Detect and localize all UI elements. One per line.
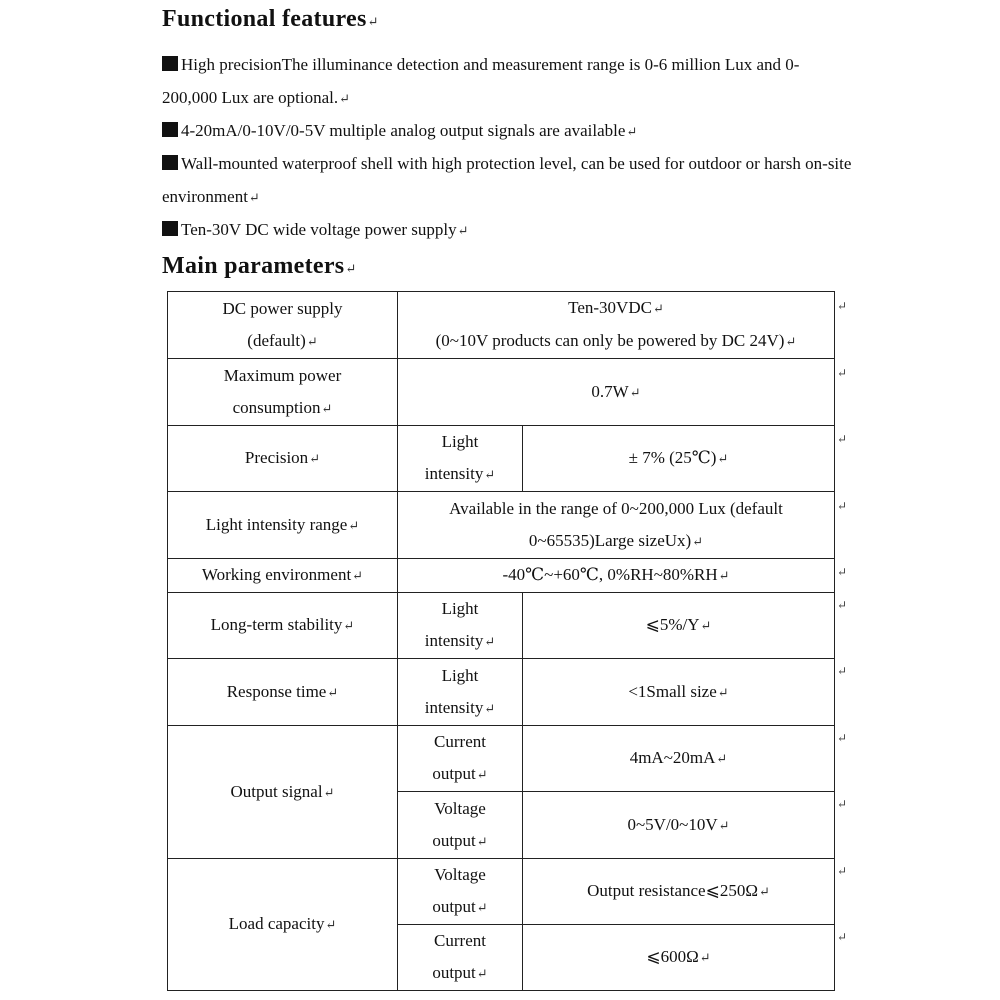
- param-sub-label: Current output↵: [398, 726, 523, 792]
- return-mark: ↵: [626, 124, 638, 139]
- bullet-square-icon: [162, 122, 178, 137]
- return-mark: ↵: [367, 14, 379, 29]
- row-end-mark: ↵: [837, 565, 848, 579]
- table-row: [168, 859, 835, 925]
- table-row: [168, 492, 835, 559]
- return-mark: ↵: [345, 261, 357, 276]
- return-mark: ↵: [339, 91, 351, 106]
- param-value: ⩽5%/Y↵: [523, 593, 835, 659]
- param-sub-label: Current output↵: [398, 925, 523, 991]
- param-value: 4mA~20mA↵: [523, 726, 835, 792]
- table-row: [168, 726, 835, 792]
- feature-item-output: 4-20mA/0-10V/0-5V multiple analog output signals are available↵: [162, 114, 852, 148]
- param-label: Light intensity range↵: [168, 492, 398, 559]
- param-sub-label: Voltage output↵: [398, 859, 523, 925]
- row-end-mark: ↵: [837, 299, 848, 313]
- bullet-square-icon: [162, 155, 178, 170]
- row-end-mark: ↵: [837, 366, 848, 380]
- param-value: 0.7W↵: [398, 359, 835, 426]
- param-value: Output resistance⩽250Ω↵: [523, 859, 835, 925]
- bullet-square-icon: [162, 221, 178, 236]
- param-label: Working environment↵: [168, 559, 398, 593]
- param-value: -40℃~+60℃, 0%RH~80%RH↵: [398, 559, 835, 593]
- param-label: Maximum power consumption↵: [168, 359, 398, 426]
- row-end-mark: ↵: [837, 432, 848, 446]
- table-row: [168, 426, 835, 492]
- row-end-mark: ↵: [837, 731, 848, 745]
- feature-item-precision: High precisionThe illuminance detection and measurement range is 0-6 million Lux and 0-200,000 Lux are optional.↵: [162, 55, 800, 107]
- param-label: DC power supply (default)↵: [168, 292, 398, 359]
- param-label: Precision↵: [168, 426, 398, 492]
- row-end-mark: ↵: [837, 664, 848, 678]
- param-value: <1Small size↵: [523, 659, 835, 726]
- table-row: [168, 359, 835, 426]
- return-mark: ↵: [457, 223, 469, 238]
- param-label: Load capacity↵: [168, 859, 398, 991]
- param-value: Ten-30VDC↵ (0~10V products can only be powered by DC 24V)↵: [398, 292, 835, 359]
- param-value: Available in the range of 0~200,000 Lux (default 0~65535)Large sizeUx)↵: [398, 492, 835, 559]
- param-label: Response time↵: [168, 659, 398, 726]
- param-value: 0~5V/0~10V↵: [523, 792, 835, 859]
- table-row: [168, 559, 835, 593]
- row-end-mark: ↵: [837, 499, 848, 513]
- param-sub-label: Light intensity↵: [398, 659, 523, 726]
- table-row: [168, 593, 835, 659]
- param-label: Output signal↵: [168, 726, 398, 859]
- param-sub-label: Voltage output↵: [398, 792, 523, 859]
- features-heading: Functional features↵: [162, 6, 379, 32]
- param-value: ± 7% (25℃)↵: [523, 426, 835, 492]
- bullet-square-icon: [162, 56, 178, 71]
- feature-item-power: Ten-30V DC wide voltage power supply↵: [162, 213, 852, 247]
- param-label: Long-term stability↵: [168, 593, 398, 659]
- row-end-mark: ↵: [837, 930, 848, 944]
- param-sub-label: Light intensity↵: [398, 593, 523, 659]
- parameters-heading: Main parameters↵: [162, 253, 357, 279]
- table-row: [168, 292, 835, 359]
- feature-item-shell: Wall-mounted waterproof shell with high protection level, can be used for outdoor or harsh on-site environment↵: [162, 154, 852, 206]
- row-end-mark: ↵: [837, 797, 848, 811]
- parameters-table: [167, 291, 835, 991]
- row-end-mark: ↵: [837, 864, 848, 878]
- row-end-mark: ↵: [837, 598, 848, 612]
- return-mark: ↵: [248, 190, 260, 205]
- param-sub-label: Light intensity↵: [398, 426, 523, 492]
- table-row: [168, 659, 835, 726]
- param-value: ⩽600Ω↵: [523, 925, 835, 991]
